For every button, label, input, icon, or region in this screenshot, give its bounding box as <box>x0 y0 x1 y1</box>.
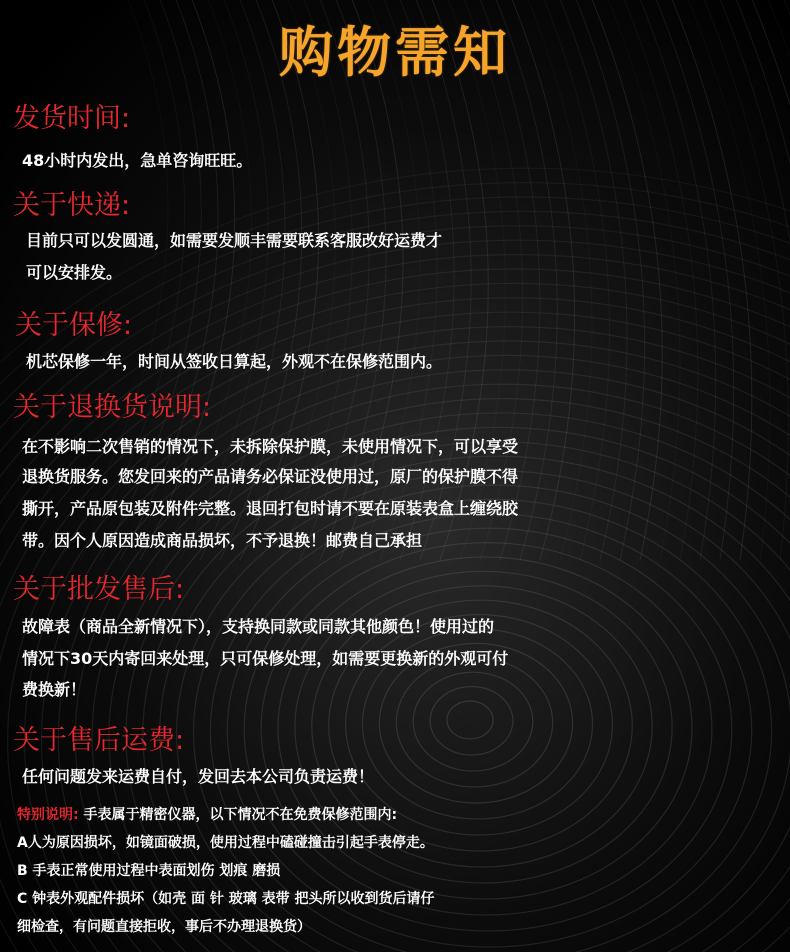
special-note-line-b: B 手表正常使用过程中表面划伤 划痕 磨损 <box>17 863 281 879</box>
special-note-line-c: C 钟表外观配件损坏（如壳 面 针 玻璃 表带 把头所以收到货后请仔 <box>17 891 435 907</box>
returns-text-3: 撕开，产品原包装及附件完整。退回打包时请不要在原装表盒上缠绕胶 <box>22 499 519 518</box>
heading-shipping-time: 发货时间: <box>13 103 131 134</box>
special-note-intro-line <box>17 804 397 824</box>
special-note-intro: 手表属于精密仪器，以下情况不在免费保修范围内: <box>78 807 398 823</box>
heading-aftersales-freight: 关于售后运费: <box>13 725 185 756</box>
special-note-line-a: A人为原因损坏，如镜面破损，使用过程中磕碰撞击引起手表停走。 <box>17 835 434 851</box>
aftersales-freight-text: 任何问题发来运费自付，发回去本公司负责运费！ <box>22 767 375 786</box>
returns-text-2: 退换货服务。您发回来的产品请务必保证没使用过，原厂的保护膜不得 <box>22 467 519 486</box>
special-note-label: 特别说明: <box>17 807 79 823</box>
heading-wholesale-aftersales: 关于批发售后: <box>13 574 185 605</box>
heading-returns: 关于退换货说明: <box>13 392 212 423</box>
returns-text-4: 带。因个人原因造成商品损坏，不予退换！邮费自己承担 <box>22 531 423 550</box>
heading-warranty: 关于保修: <box>15 310 133 341</box>
heading-courier: 关于快递: <box>13 190 131 221</box>
courier-text-2: 可以安排发。 <box>26 263 123 282</box>
page-title: 购物需知 <box>279 21 511 84</box>
special-note-line-d: 细检查，有问题直接拒收，事后不办理退换货） <box>17 919 311 935</box>
wholesale-text-2: 情况下30天内寄回来处理，只可保修处理，如需要更换新的外观可付 <box>22 649 509 668</box>
warranty-text: 机芯保修一年，时间从签收日算起，外观不在保修范围内。 <box>26 352 443 371</box>
wholesale-text-3: 费换新！ <box>22 680 87 699</box>
shipping-time-text: 48小时内发出，急单咨询旺旺。 <box>22 151 253 170</box>
courier-text-1: 目前只可以发圆通，如需要发顺丰需要联系客服改好运费才 <box>26 231 443 250</box>
wholesale-text-1: 故障表（商品全新情况下），支持换同款或同款其他颜色！使用过的 <box>22 617 495 636</box>
returns-text-1: 在不影响二次售销的情况下，未拆除保护膜，未使用情况下，可以享受 <box>22 437 519 456</box>
